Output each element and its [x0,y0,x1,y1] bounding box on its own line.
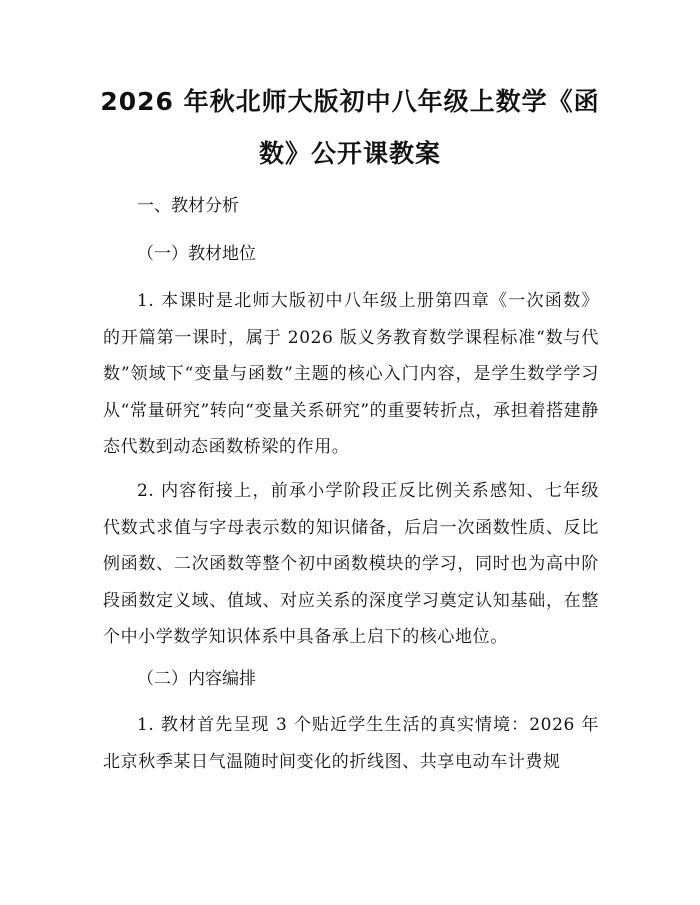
subsection-heading-content-arrangement: （二）内容编排 [137,669,256,689]
paragraph-course-position: 1. 本课时是北师大版初中八年级上册第四章《一次函数》的开篇第一课时，属于 2026 版义务教育数学课程标准“数与代数”领域下“变量与函数”主题的核心入门内容，是学生数学学习从“常量研究”转向“变量关系研究”的重要转折点，承担着搭建静态代数到动态函数桥梁的作用。 [103,291,599,457]
paragraph-real-scenarios: 1. 教材首先呈现 3 个贴近学生生活的真实情境：2026 年北京秋季某日气温随时间变化的折线图、共享电动车计费规 [103,715,599,772]
subsection-heading-textbook-status: （一）教材地位 [137,244,256,264]
paragraph-content-connection: 2. 内容衔接上，前承小学阶段正反比例关系感知、七年级代数式求值与字母表示数的知识储备，后启一次函数性质、反比例函数、二次函数等整个初中函数模块的学习，同时也为高中阶段函数定义域、值域、对应关系的深度学习奠定认知基础，在整个中小学数学知识体系中具备承上启下的核心地位。 [103,481,599,647]
document-title-line-1: 2026 年秋北师大版初中八年级上数学《函 [100,87,600,116]
document-title-line-2: 数》公开课教案 [258,139,441,168]
section-heading-textbook-analysis: 一、教材分析 [137,196,239,216]
